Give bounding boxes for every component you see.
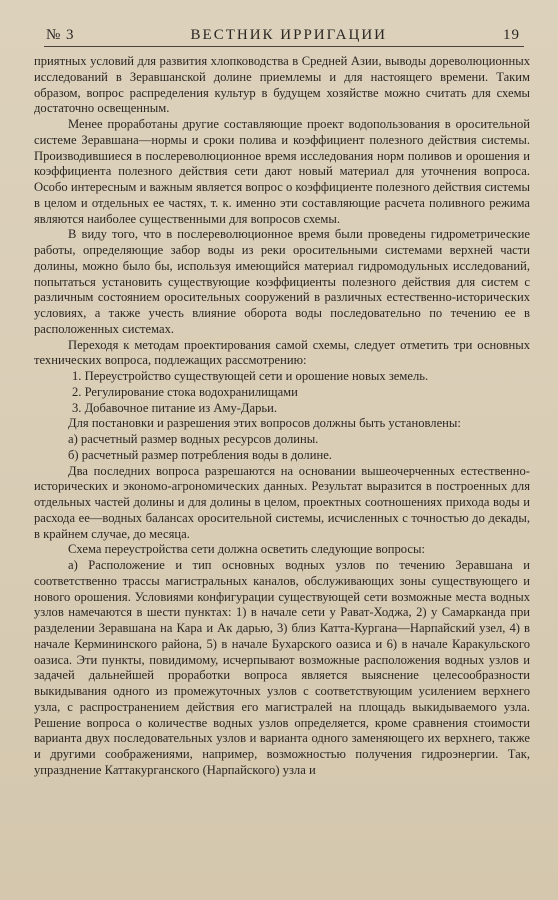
list-item: 3. Добавочное питание из Аму-Дарьи.: [72, 400, 278, 415]
paragraph: а) Расположение и тип основных водных узлов по течению Зеравшана и соответственно трассы магистральных каналов, обслуживающих зоны существующего и нового орошения. Условиями конфигурации существующей сети возможные места водных узлов намечаются в шести пунктах: 1) в начале сети у Рават-Ходжа, 2) у Самарканда при разделении Зеравшана на Кара и Ак дарью, 3) близ Катта-Кургана—Нарпайский узел, 4) в начале Кермининского района, 5) в начале Бухарского оазиса и 6) в начале Каракульского оазиса. Эти пункты, повидимому, исчерпывают возможные расположения водных узлов и задачей дальнейшей проработки вопроса является выяснение целесообразности выкидывания одного из промежуточных узлов с соответствующим усилением верхнего узла, с распространением действия его магистралей на площадь выкидываемого узла. Решение вопроса о количестве водных узлов определяется, кроме сравнения стоимости варианта двух последовательных узлов и варианта одного заменяющего их верхнего, также и другими соображениями, например, возможностью получения гидроэнергии. Так, упразднение Каттакурганского (Нарпайского) узла и: [34, 558, 530, 777]
paragraph: Менее проработаны другие составляющие проект водопользования в оросительной системе Зеравшана—нормы и сроки полива и коэффициент полезного действия системы. Производившиеся в послереволюционное время исследования норм поливов и орошения и коэффициента полезного действия сети дают новый материал для уточнения вопроса. Особо интересным и важным является вопрос о коэффициенте полезного действия системы в целом и отдельных ее частях, т. к. именно эти составляющие расчета поливного режима являются наиболее существенными для вопросов схемы.: [34, 117, 530, 226]
paragraph: приятных условий для развития хлопководства в Средней Азии, выводы дореволюционных исследований в Зеравшанской долине приемлемы и для настоящего времени. Таким образом, вопрос распределения культур в будущем хозяйстве можно считать для схемы достаточно освещенным.: [34, 54, 530, 116]
sub-item: б) расчетный размер потребления воды в долине.: [68, 447, 332, 462]
issue-number: № 3: [46, 27, 75, 43]
header-rule: [44, 46, 524, 47]
running-header: [46, 22, 520, 44]
sub-item: а) расчетный размер водных ресурсов долины.: [68, 432, 319, 446]
paragraph: Переходя к методам проектирования самой схемы, следует отметить три основных технических вопроса, подлежащих рассмотрению:: [34, 337, 530, 368]
journal-title: ВЕСТНИК ИРРИГАЦИИ: [190, 27, 388, 43]
paragraph: В виду того, что в послереволюционное время были проведены гидрометрические работы, определяющие забор воды из реки оросительными системами верхней части долины, можно было бы, используя имеющийся материал гидромодульных исследований, попытаться установить существующие коэффициенты полезного действия для систем с различным состоянием оросительных сооружений в различных естественно-исторических условиях, а также учесть влияние оборота воды последовательно по течению ее в расположенных системах.: [34, 227, 530, 336]
paragraph: Два последних вопроса разрешаются на основании вышеочерченных естественно-исторических и экономо-агрономических данных. Результат выразится в построенных для отдельных частей долины и для долины в целом, проектных соотношениях прихода воды и расхода ее—водных балансах оросительной системы, исчисленных с точностью до декады, в крайнем случае, до месяца.: [34, 463, 530, 541]
paragraph: Для постановки и разрешения этих вопросов должны быть установлены:: [68, 416, 461, 431]
list-item: 1. Переустройство существующей сети и орошение новых земель.: [72, 369, 429, 383]
page-number: 19: [502, 27, 520, 43]
list-item: 2. Регулирование стока водохранилищами: [72, 384, 298, 399]
article-body: [34, 54, 530, 779]
paragraph: Схема переустройства сети должна осветить следующие вопросы:: [68, 542, 425, 557]
